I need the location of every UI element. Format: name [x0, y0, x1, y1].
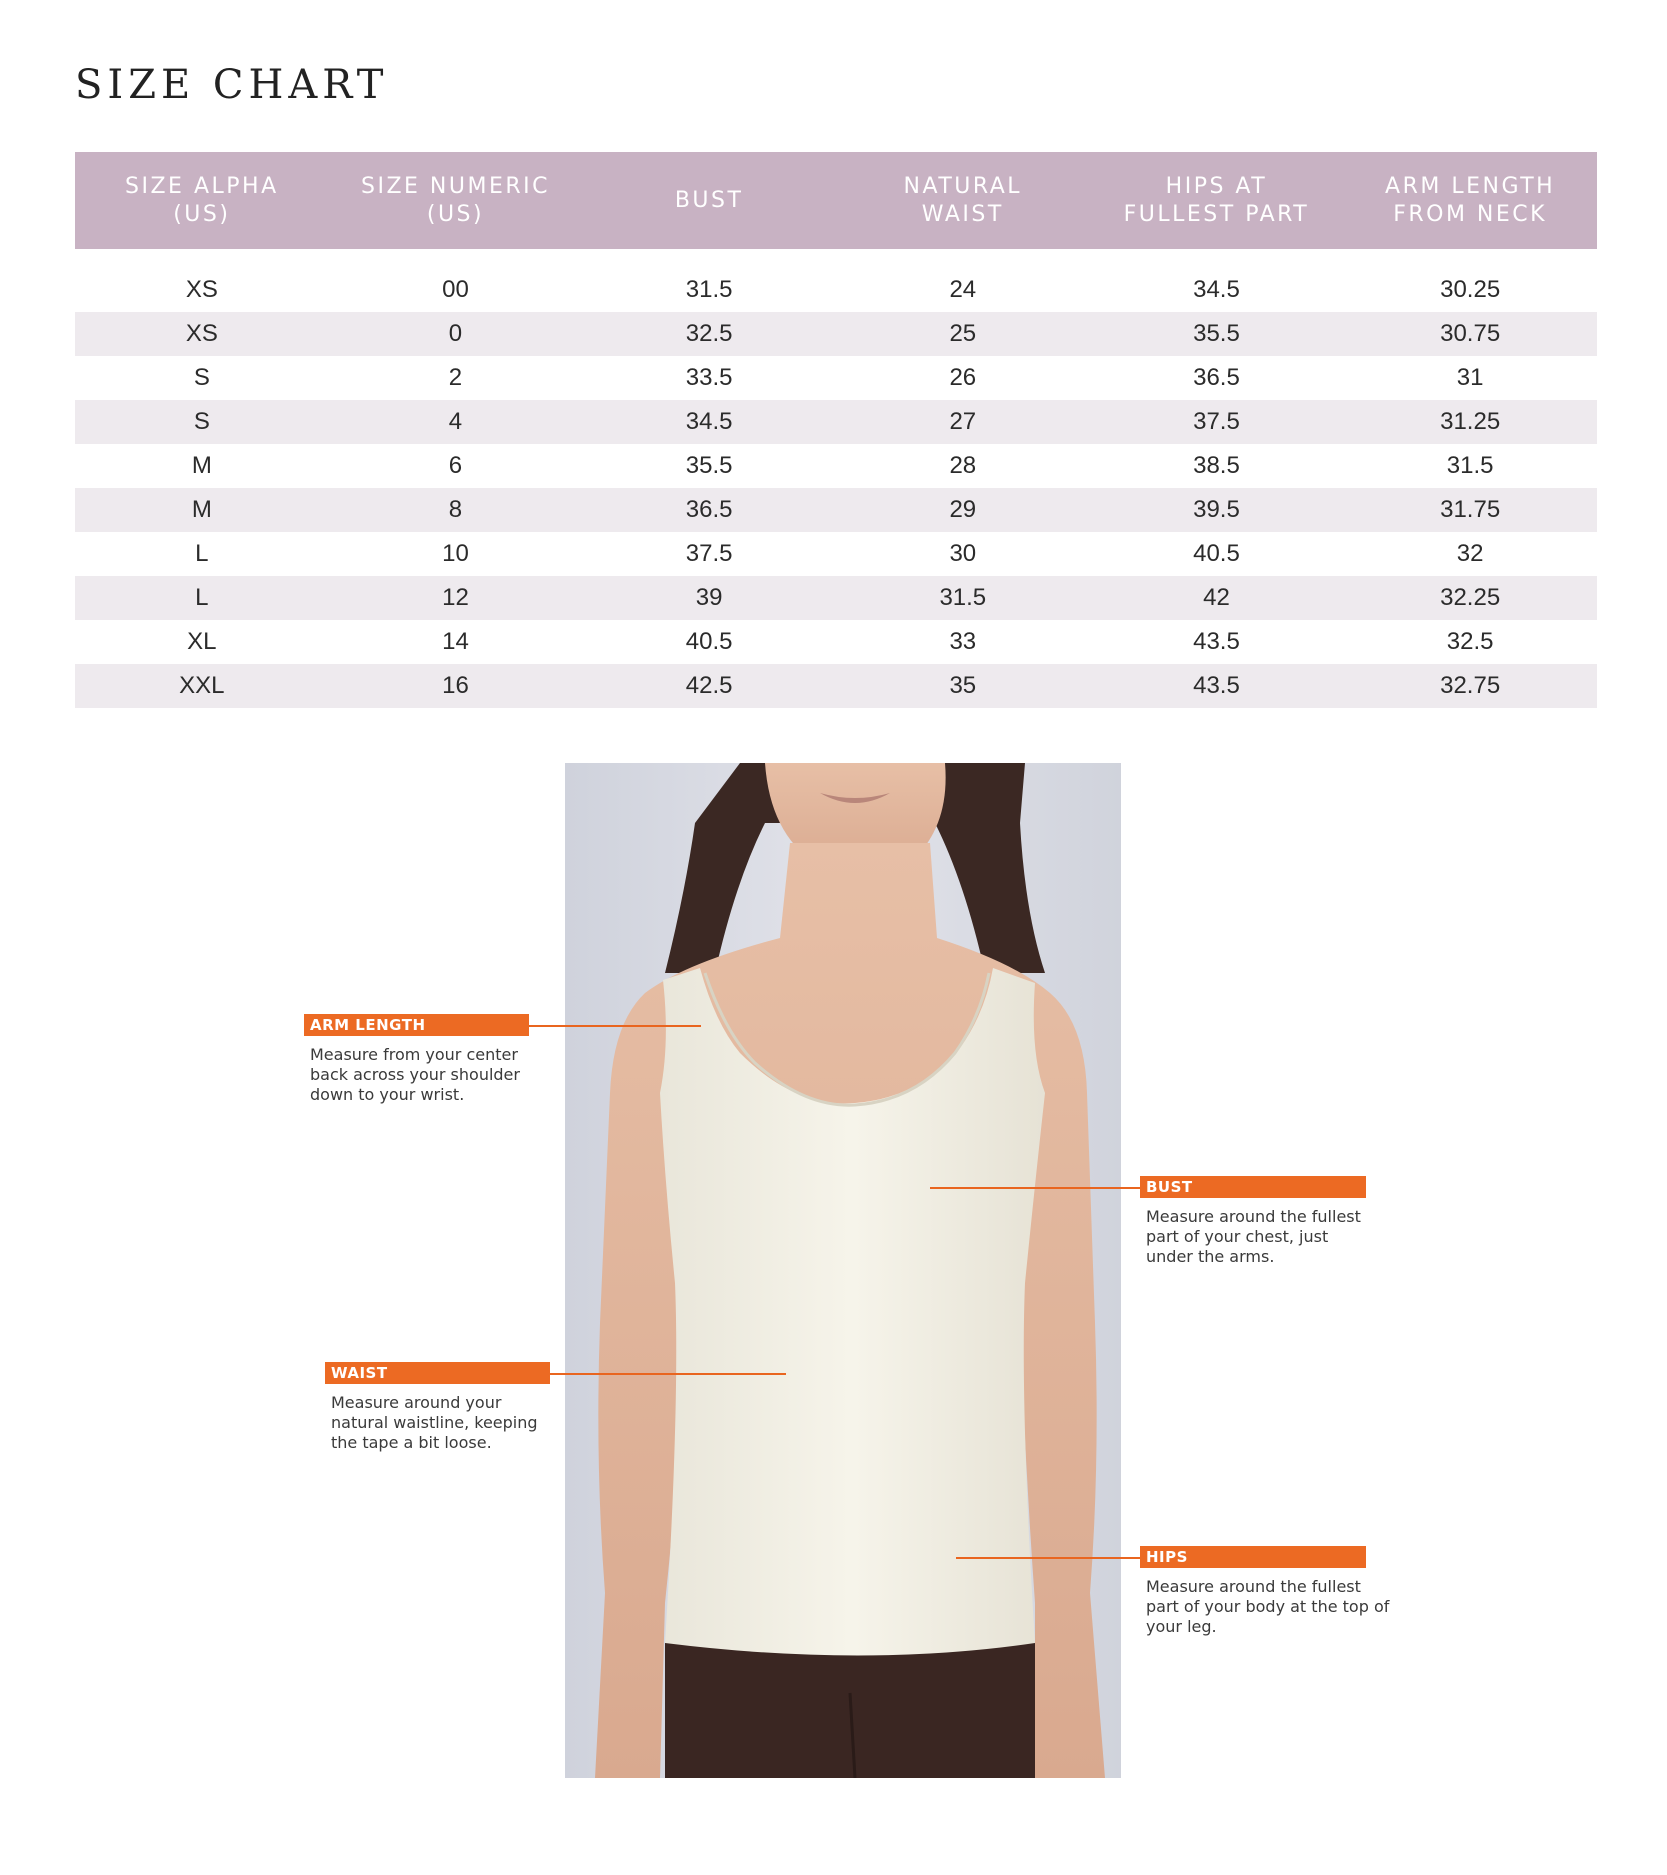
cell-bust: 36.5	[582, 488, 836, 532]
cell-arm-length: 32.5	[1446, 628, 1494, 655]
hips-label: HIPS	[1140, 1546, 1366, 1568]
table-row	[75, 488, 1597, 532]
cell-hips: 42	[1090, 576, 1344, 620]
cell-arm-length: 30.25	[1440, 276, 1501, 303]
header-arm-length: ARM LENGTH FROM NECK	[1343, 152, 1597, 249]
cell-size-numeric: 4	[329, 400, 583, 444]
cell-natural-waist: 26	[949, 364, 977, 391]
cell-hips: 43.5	[1193, 628, 1240, 655]
cell-size-numeric: 8	[329, 488, 583, 532]
cell-size-numeric: 0	[329, 312, 583, 356]
cell-bust: 42.5	[582, 664, 836, 708]
hips-leader-line	[956, 1557, 1140, 1559]
table-row	[75, 312, 1597, 356]
cell-hips: 35.5	[1090, 312, 1344, 356]
arm-length-leader-line	[527, 1025, 701, 1027]
cell-arm-length: 32.75	[1343, 664, 1597, 708]
waist-label: WAIST	[325, 1362, 550, 1384]
cell-hips: 38.5	[1193, 452, 1240, 479]
cell-arm-length: 30.75	[1343, 312, 1597, 356]
table-row	[75, 664, 1597, 708]
cell-natural-waist: 35	[836, 664, 1090, 708]
cell-arm-length: 31.5	[1446, 452, 1494, 479]
waist-description: Measure around your natural waistline, keeping the tape a bit loose.	[331, 1393, 538, 1452]
table-spacer	[75, 249, 1597, 268]
page-title: SIZE CHART	[75, 62, 389, 108]
cell-hips: 40.5	[1193, 540, 1240, 567]
cell-hips: 39.5	[1090, 488, 1344, 532]
cell-bust: 37.5	[685, 540, 733, 567]
header-natural-waist: NATURAL WAIST	[836, 152, 1090, 249]
table-row	[75, 576, 1597, 620]
table-body	[75, 249, 1597, 708]
cell-size-numeric: 6	[448, 452, 463, 479]
cell-size-alpha: L	[195, 540, 209, 567]
bust-callout	[1140, 1176, 1366, 1267]
cell-arm-length: 31.25	[1343, 400, 1597, 444]
arm-length-description: Measure from your center back across your shoulder down to your wrist.	[310, 1045, 520, 1104]
hips-callout	[1140, 1546, 1390, 1637]
table-row	[75, 444, 1597, 488]
cell-hips: 34.5	[1193, 276, 1240, 303]
cell-size-numeric: 14	[442, 628, 469, 655]
cell-size-alpha: S	[193, 364, 210, 391]
cell-arm-length: 31	[1456, 364, 1484, 391]
cell-hips: 37.5	[1090, 400, 1344, 444]
table-row	[75, 532, 1597, 576]
hips-description: Measure around the fullest part of your body at the top of your leg.	[1146, 1577, 1390, 1636]
cell-bust: 35.5	[685, 452, 733, 479]
cell-bust: 33.5	[685, 364, 733, 391]
cell-bust: 34.5	[582, 400, 836, 444]
bust-label: BUST	[1140, 1176, 1366, 1198]
header-hips: HIPS AT FULLEST PART	[1090, 152, 1344, 249]
cell-natural-waist: 33	[949, 628, 977, 655]
cell-size-alpha: S	[75, 400, 329, 444]
cell-natural-waist: 31.5	[836, 576, 1090, 620]
header-size-alpha: SIZE ALPHA (US)	[75, 152, 329, 249]
cell-size-alpha: M	[191, 452, 212, 479]
cell-size-numeric: 10	[442, 540, 469, 567]
cell-bust: 32.5	[582, 312, 836, 356]
waist-callout	[325, 1362, 550, 1453]
cell-size-alpha: XS	[75, 312, 329, 356]
table-row	[75, 400, 1597, 444]
cell-hips: 43.5	[1090, 664, 1344, 708]
cell-arm-length: 32.25	[1343, 576, 1597, 620]
cell-natural-waist: 24	[949, 276, 977, 303]
cell-size-alpha: L	[75, 576, 329, 620]
table-row	[75, 356, 1597, 400]
cell-bust: 31.5	[685, 276, 733, 303]
arm-length-label: ARM LENGTH	[304, 1014, 529, 1036]
header-bust: BUST	[582, 152, 836, 249]
cell-hips: 36.5	[1193, 364, 1240, 391]
arm-length-callout	[304, 1014, 529, 1105]
model-photo	[565, 763, 1121, 1778]
cell-size-alpha: XXL	[75, 664, 329, 708]
cell-natural-waist: 27	[836, 400, 1090, 444]
cell-size-numeric: 16	[329, 664, 583, 708]
cell-arm-length: 32	[1456, 540, 1484, 567]
table-row	[75, 620, 1597, 664]
bust-description: Measure around the fullest part of your chest, just under the arms.	[1146, 1207, 1361, 1266]
cell-size-numeric: 2	[448, 364, 463, 391]
cell-size-numeric: 12	[329, 576, 583, 620]
header-size-numeric: SIZE NUMERIC (US)	[329, 152, 583, 249]
cell-bust: 40.5	[685, 628, 733, 655]
cell-size-alpha: XL	[187, 628, 217, 655]
cell-natural-waist: 30	[949, 540, 977, 567]
cell-size-numeric: 00	[442, 276, 469, 303]
table-row	[75, 268, 1597, 312]
cell-natural-waist: 28	[949, 452, 977, 479]
cell-arm-length: 31.75	[1343, 488, 1597, 532]
cell-bust: 39	[582, 576, 836, 620]
table-header-row	[75, 152, 1597, 249]
cell-natural-waist: 25	[836, 312, 1090, 356]
size-chart-table	[75, 152, 1597, 708]
cell-natural-waist: 29	[836, 488, 1090, 532]
bust-leader-line	[930, 1187, 1140, 1189]
cell-size-alpha: M	[75, 488, 329, 532]
waist-leader-line	[548, 1373, 786, 1375]
cell-size-alpha: XS	[185, 276, 218, 303]
